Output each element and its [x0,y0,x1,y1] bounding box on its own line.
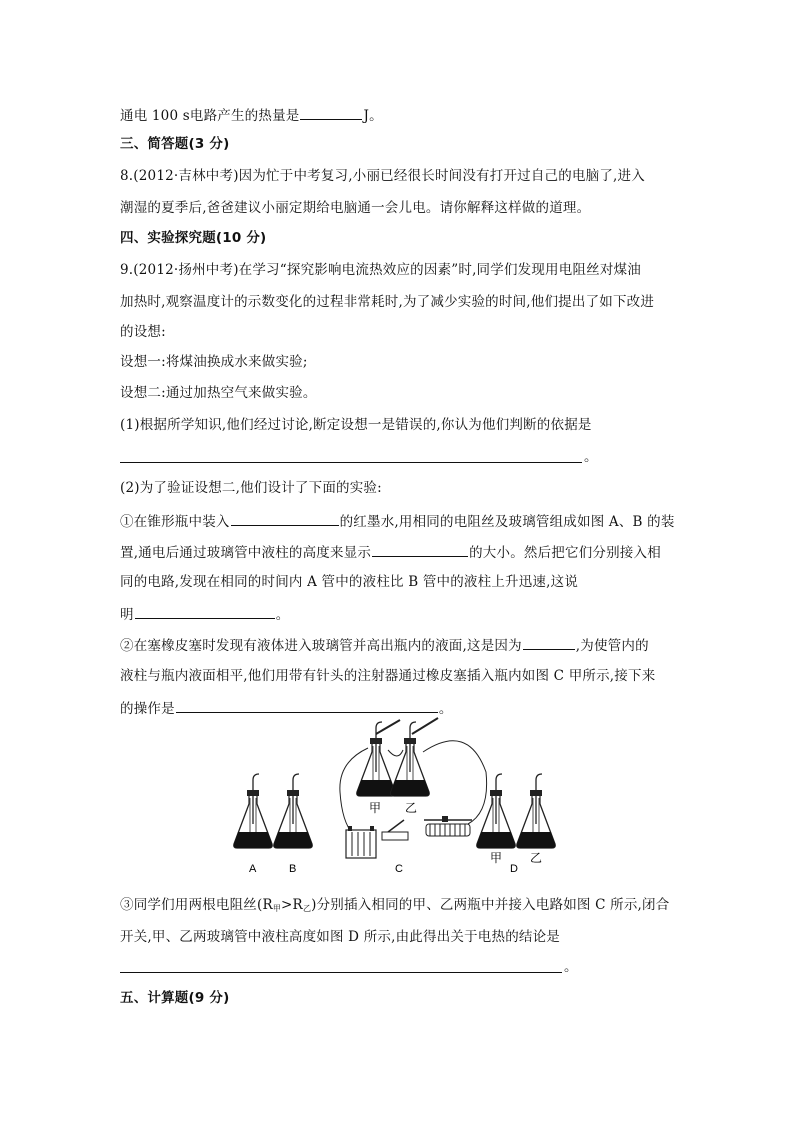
answer-blank[interactable] [372,541,468,557]
period-mark: 。 [584,449,598,465]
period-mark: 。 [564,959,578,975]
section-heading-experiment: 四、实验探究题(10 分) [120,230,267,246]
rheostat [424,816,472,836]
c1-line-3: 同的电路,发现在相同的时间内 A 管中的液柱比 B 管中的液柱上升迅速,这说 [120,574,579,590]
answer-blank[interactable] [135,603,275,619]
idea-two: 设想二:通过加热空气来做实验。 [120,385,317,401]
c2-line-2: 液柱与瓶内液面相平,他们用带有针头的注射器通过橡皮塞插入瓶内如图 C 甲所示,接下来 [120,668,656,684]
flask-a [234,774,272,848]
idea-one: 设想一:将煤油换成水来做实验; [120,354,308,370]
answer-blank[interactable] [120,462,582,463]
section-heading-calculation: 五、计算题(9 分) [120,990,230,1006]
c1-text-c: 置,通电后通过玻璃管中液柱的高度来显示 [120,545,372,561]
c3-text-a: ③同学们用两根电阻丝(R [120,897,273,913]
c2-text-b: ,为使管内的 [575,638,649,654]
label-jia-d: 甲 [490,851,503,865]
label-yi-d: 乙 [530,851,543,865]
flask-d-yi [517,774,555,848]
subscript-yi: 乙 [302,904,312,913]
c3-line-1 [120,895,669,919]
q9-line-1: 9.(2012·扬州中考)在学习“探究影响电流热效应的因素”时,同学们发现用电阻丝对煤油 [120,262,641,278]
label-a: A [249,863,257,875]
wire [423,741,487,824]
c1-text-b: 的红墨水,用相同的电阻丝及玻璃管组成如图 A、B 的装 [339,514,675,530]
c1-line-2 [120,541,661,563]
subscript-jia: 甲 [272,904,282,913]
q7-tail-line [120,104,383,126]
part-2-intro: (2)为了验证设想二,他们设计了下面的实验: [120,480,382,496]
c1-text-e: 明 [120,607,134,623]
experiment-apparatus-figure [228,712,568,877]
c1-text-d: 的大小。然后把它们分别接入相 [469,545,661,561]
label-b: B [289,863,297,875]
battery [346,826,376,858]
label-jia-c: 甲 [369,801,382,815]
answer-blank[interactable] [120,972,562,973]
c1-line-4 [120,603,289,625]
c3-line-2: 开关,甲、乙两玻璃管中液柱高度如图 D 所示,由此得出关于电热的结论是 [120,929,560,945]
c2-line-1 [120,634,649,656]
flask-c-yi [391,722,429,796]
answer-blank[interactable] [231,510,339,526]
wire [388,750,403,756]
syringe-right [412,718,438,734]
switch [382,820,408,840]
q7-tail-unit: J。 [363,108,383,124]
c3-text-c: )分别插入相同的甲、乙两瓶中并接入电路如图 C 所示,闭合 [311,897,670,913]
c1-line-1 [120,510,675,532]
period-mark: 。 [275,607,290,623]
c1-text-a: ①在锥形瓶中装入 [120,514,230,530]
flask-d-jia [477,774,515,848]
section-heading-short-answer: 三、简答题(3 分) [120,136,230,152]
answer-blank[interactable] [523,634,575,650]
answer-blank[interactable] [300,104,362,120]
q8-line-1: 8.(2012·吉林中考)因为忙于中考复习,小丽已经很长时间没有打开过自己的电脑了,进入 [120,168,645,184]
c3-text-b: >R [281,897,303,913]
part-1-question: (1)根据所学知识,他们经过讨论,断定设想一是错误的,你认为他们判断的依据是 [120,417,592,433]
c2-text-c: 的操作是 [120,701,175,717]
q9-line-3: 的设想: [120,324,166,340]
q7-tail-text: 通电 100 s电路产生的热量是 [120,108,300,124]
label-c: C [395,863,403,875]
c2-text-a: ②在塞橡皮塞时发现有液体进入玻璃管并高出瓶内的液面,这是因为 [120,638,522,654]
period-mark: 。 [438,701,453,717]
flask-b [274,774,312,848]
q9-line-2: 加热时,观察温度计的示数变化的过程非常耗时,为了减少实验的时间,他们提出了如下改进 [120,294,655,310]
answer-blank[interactable] [176,697,438,713]
label-d: D [510,863,518,875]
q8-line-2: 潮湿的夏季后,爸爸建议小丽定期给电脑通一会儿电。请你解释这样做的道理。 [120,200,591,216]
label-yi-c: 乙 [405,801,418,815]
